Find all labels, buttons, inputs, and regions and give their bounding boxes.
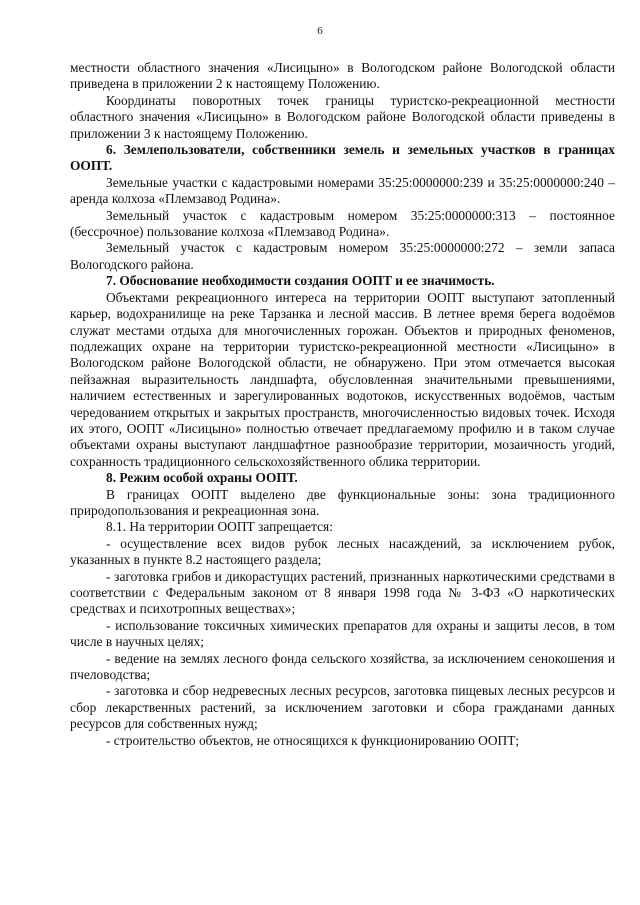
document-body bbox=[70, 60, 615, 749]
section-heading: 6. Землепользователи, собственники земель и земельных участков в границах ООПТ. bbox=[70, 142, 615, 174]
section-heading: 7. Обоснование необходимости создания ООПТ и ее значимость. bbox=[106, 273, 495, 289]
paragraph: Объектами рекреационного интереса на территории ООПТ выступают затопленный карьер, водохранилище на реке Тарзанка и лесной массив. В летнее время берега водоёмов служат местами отдыха для многочисленных горожан. Объектов и природных феноменов, подлежащих охране на территории туристско-рекреационной местности «Лисицыно» в Вологодском районе Вологодской области, не обнаружено. При этом отмечается высокая пейзажная выразительность ландшафта, обусловленная значительными превышениями, наличием естественных и зарегулированных водотоков, искусственных водоёмов, частым чередованием открытых и закрытых пространств, многочисленностью видовых точек. Исходя их этого, ООПТ «Лисицыно» полностью отвечает предлагаемому профилю и в таком случае объектами охраны выступают ландшафтное разнообразие территории, мозаичность угодий, сохранность традиционного сельскохозяйственного облика территории. bbox=[70, 289, 615, 469]
paragraph: местности областного значения «Лисицыно» в Вологодском районе Вологодской области приведена в приложении 2 к настоящему Положению. bbox=[70, 60, 615, 92]
list-item: - строительство объектов, не относящихся к функционированию ООПТ; bbox=[106, 732, 520, 748]
list-item: - заготовка и сбор недревесных лесных ресурсов, заготовка пищевых лесных ресурсов и сбор лекарственных растений, за исключением заготовки и сбора гражданами данных ресурсов для собственных нужд; bbox=[70, 683, 615, 732]
list-item: - заготовка грибов и дикорастущих растений, признанных наркотическими средствами в соответствии с Федеральным законом от 8 января 1998 года № 3-ФЗ «О наркотических средствах и психотропных веществах»; bbox=[70, 568, 615, 617]
page-number: 6 bbox=[317, 25, 323, 37]
paragraph: Координаты поворотных точек границы туристско-рекреационной местности областного значения «Лисицыно» в Вологодском районе Вологодской области приведены в приложении 3 к настоящему Положению. bbox=[70, 92, 615, 141]
paragraph: В границах ООПТ выделено две функциональные зоны: зона традиционного природопользования и рекреационная зона. bbox=[70, 486, 615, 518]
list-item: - использование токсичных химических препаратов для охраны и защиты лесов, в том числе в научных целях; bbox=[70, 617, 615, 650]
paragraph: 8.1. На территории ООПТ запрещается: bbox=[106, 519, 333, 535]
paragraph: Земельные участки с кадастровыми номерами 35:25:0000000:239 и 35:25:0000000:240 – аренда колхоза «Племзавод Родина». bbox=[70, 174, 615, 207]
list-item: - ведение на землях лесного фонда сельского хозяйства, за исключением сенокошения и пчеловодства; bbox=[70, 650, 615, 683]
section-heading: 8. Режим особой охраны ООПТ. bbox=[106, 470, 298, 486]
paragraph: Земельный участок с кадастровым номером 35:25:0000000:272 – земли запаса Вологодского района. bbox=[70, 240, 615, 272]
list-item: - осуществление всех видов рубок лесных насаждений, за исключением рубок, указанных в пункте 8.2 настоящего раздела; bbox=[70, 535, 615, 568]
paragraph: Земельный участок с кадастровым номером 35:25:0000000:313 – постоянное (бессрочное) пользование колхоза «Племзавод Родина». bbox=[70, 207, 615, 240]
